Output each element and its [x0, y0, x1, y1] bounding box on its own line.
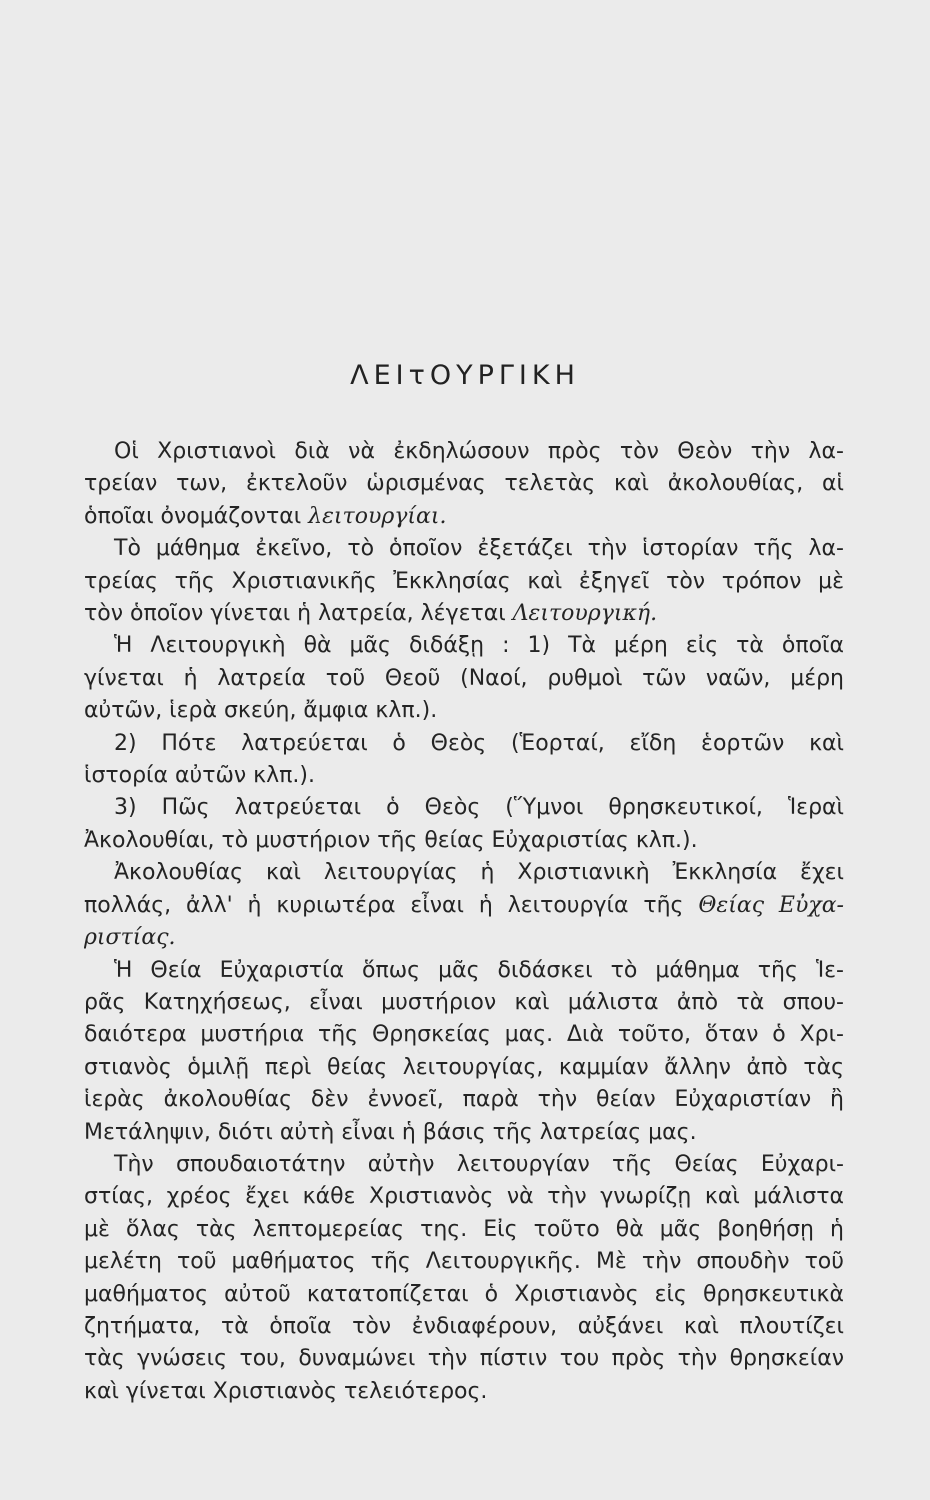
text-line — [84, 1279, 844, 1311]
chapter-title: ΛΕΙτΟΥΡΓΙΚΗ — [350, 360, 580, 391]
text-line-plain: τρείαν των, ἐκτελοῦν ὡρισμένας τελετὰς καὶ ἀκολουθίας, αἱ — [84, 471, 844, 497]
text-line — [84, 760, 844, 792]
text-line-plain: Τὸ μάθημα ἐκεῖνο, τὸ ὁποῖον ἐξετάζει τὴν ἱστορίαν τῆς λα- — [114, 536, 844, 562]
text-line — [84, 890, 844, 922]
text-line-plain: δαιότερα μυστήρια τῆς Θρησκείας μας. Διὰ τοῦτο, ὅταν ὁ Χρι- — [84, 1022, 844, 1048]
text-line-plain: Ἡ Θεία Εὐχαριστία ὅπως μᾶς διδάσκει τὸ μάθημα τῆς Ἱε- — [114, 957, 844, 983]
text-line-plain: Οἱ Χριστιανοὶ διὰ νὰ ἐκδηλώσουν πρὸς τὸν Θεὸν τὴν λα- — [114, 439, 844, 464]
text-line-italic: Λειτουργική. — [512, 601, 658, 627]
body-text — [84, 436, 844, 1408]
text-line-plain: ρᾶς Κατηχήσεως, εἶναι μυστήριον καὶ μάλιστα ἀπὸ τὰ σπου- — [84, 989, 844, 1015]
text-line-plain: Ἀκολουθίαι, τὸ μυστήριον τῆς θείας Εὐχαριστίας κλπ.). — [84, 827, 698, 853]
text-line — [84, 1214, 844, 1246]
text-line-italic: ριστίας. — [84, 925, 176, 951]
text-line — [84, 922, 844, 954]
text-line — [84, 468, 844, 500]
text-line — [84, 987, 844, 1019]
text-line — [84, 857, 844, 889]
text-line — [84, 955, 844, 987]
text-line-plain: ὁποῖαι ὀνομάζονται — [84, 503, 309, 529]
text-line — [84, 663, 844, 695]
text-line-plain: ζητήματα, τὰ ὁποῖα τὸν ἐνδιαφέρουν, αὐξάνει καὶ πλουτίζει — [84, 1313, 844, 1339]
text-line — [84, 1052, 844, 1084]
text-line-plain: ἱερὰς ἀκολουθίας δὲν ἐννοεῖ, παρὰ τὴν θείαν Εὐχαριστίαν ἢ — [84, 1087, 844, 1113]
text-line — [84, 825, 844, 857]
text-line-plain: Ἀκολουθίας καὶ λειτουργίας ἡ Χριστιανικὴ Ἐκκλησία ἔχει — [114, 860, 844, 886]
text-line-plain: γίνεται ἡ λατρεία τοῦ Θεοῦ (Ναοί, ρυθμοὶ τῶν ναῶν, μέρη — [84, 665, 844, 691]
text-line-plain: Τὴν σπουδαιοτάτην αὐτὴν λειτουργίαν τῆς Θείας Εὐχαρι- — [114, 1151, 844, 1177]
text-line-plain: μαθήματος αὐτοῦ κατατοπίζεται ὁ Χριστιανὸς εἰς θρησκευτικὰ — [84, 1281, 844, 1307]
text-line — [84, 1376, 844, 1408]
text-line-plain: αὐτῶν, ἱερὰ σκεύη, ἄμφια κλπ.). — [84, 698, 438, 724]
text-line — [84, 728, 844, 760]
text-line — [84, 695, 844, 727]
text-line — [84, 436, 844, 468]
text-line — [84, 533, 844, 565]
text-line-plain: τρείας τῆς Χριστιανικῆς Ἐκκλησίας καὶ ἐξηγεῖ τὸν τρόπον μὲ — [84, 568, 844, 594]
text-line-plain: μελέτη τοῦ μαθήματος τῆς Λειτουργικῆς. Μὲ τὴν σπουδὴν τοῦ — [84, 1249, 844, 1275]
text-line-plain: πολλάς, ἀλλ' ἡ κυριωτέρα εἶναι ἡ λειτουργία τῆς — [84, 892, 699, 918]
text-line-plain: τὸν ὁποῖον γίνεται ἡ λατρεία, λέγεται — [84, 601, 513, 627]
text-line-plain: Μετάληψιν, διότι αὐτὴ εἶναι ἡ βάσις τῆς λατρείας μας. — [84, 1119, 697, 1145]
text-line-plain: μὲ ὅλας τὰς λεπτομερείας της. Εἰς τοῦτο θὰ μᾶς βοηθήσῃ ἡ — [84, 1216, 844, 1242]
text-line — [84, 1246, 844, 1278]
text-line — [84, 630, 844, 662]
text-line-plain: 2) Πότε λατρεύεται ὁ Θεὸς (Ἑορταί, εἴδη ἑορτῶν καὶ — [114, 730, 844, 756]
text-line — [84, 1019, 844, 1051]
text-line-plain: Ἡ Λειτουργικὴ θὰ μᾶς διδάξῃ : 1) Τὰ μέρη εἰς τὰ ὁποῖα — [114, 633, 844, 659]
text-line — [84, 1149, 844, 1181]
text-line — [84, 1311, 844, 1343]
text-line-plain: 3) Πῶς λατρεύεται ὁ Θεὸς (Ὕμνοι θρησκευτικοί, Ἱεραὶ — [114, 795, 844, 821]
text-line — [84, 1084, 844, 1116]
text-line — [84, 598, 844, 630]
text-line-plain: ἱστορία αὐτῶν κλπ.). — [84, 763, 315, 789]
text-line — [84, 1343, 844, 1375]
text-line — [84, 566, 844, 598]
text-line — [84, 501, 844, 533]
text-line-italic: Θείας Εὐχα- — [698, 892, 844, 918]
text-line-plain: τὰς γνώσεις του, δυναμώνει τὴν πίστιν του πρὸς τὴν θρησκείαν — [84, 1346, 844, 1372]
text-line-plain: στιανὸς ὁμιλῇ περὶ θείας λειτουργίας, καμμίαν ἄλλην ἀπὸ τὰς — [84, 1054, 844, 1080]
text-line-italic: λειτουργίαι. — [308, 503, 447, 529]
text-line — [84, 1181, 844, 1213]
text-line-plain: καὶ γίνεται Χριστιανὸς τελειότερος. — [84, 1378, 488, 1404]
text-line — [84, 792, 844, 824]
text-line — [84, 1117, 844, 1149]
text-line-plain: στίας, χρέος ἔχει κάθε Χριστιανὸς νὰ τὴν γνωρίζῃ καὶ μάλιστα — [84, 1184, 844, 1210]
